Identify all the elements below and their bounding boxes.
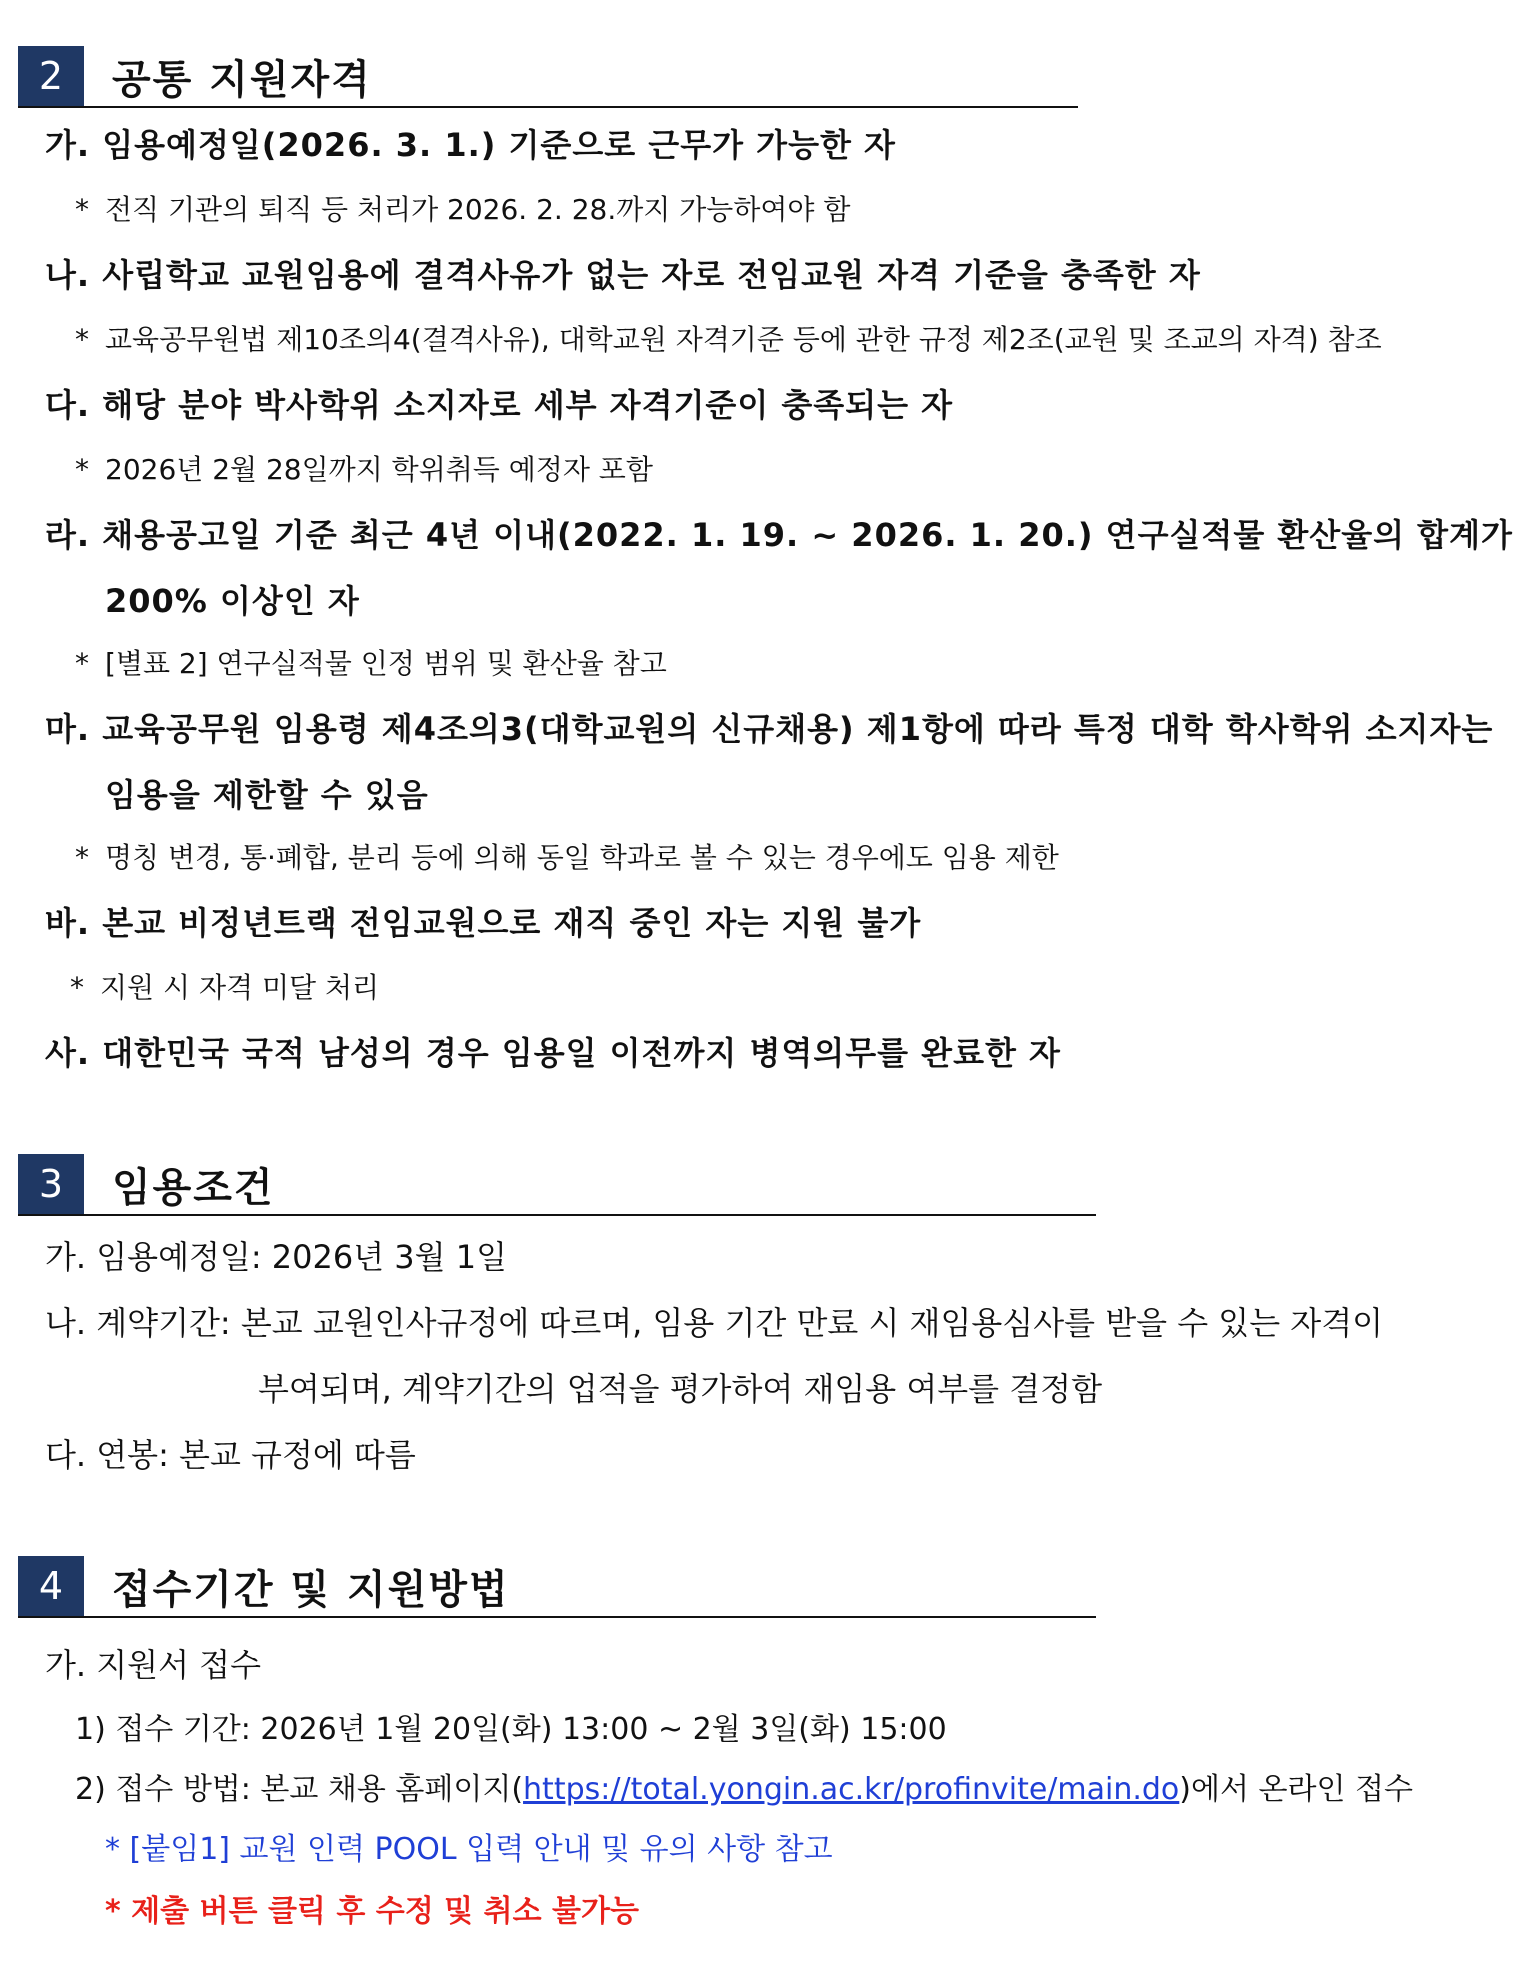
- section-2-rule: [18, 106, 1078, 108]
- section-4-number: 4: [18, 1556, 90, 1616]
- section-4-title: 접수기간 및 지원방법: [112, 1566, 510, 1613]
- condition-b: 나. 계약기간: 본교 교원인사규정에 따르며, 임용 기간 만료 시 재임용심사를 받을 수 있는 자격이: [45, 1304, 1384, 1342]
- section-3-rule: [18, 1214, 1096, 1216]
- qualification-f-note: * 지원 시 자격 미달 처리: [70, 971, 380, 1004]
- qualification-a-note: * 전직 기관의 퇴직 등 처리가 2026. 2. 28.까지 가능하여야 함: [75, 193, 851, 226]
- section-2-number: 2: [18, 46, 90, 106]
- qualification-f: 바. 본교 비정년트랙 전임교원으로 재직 중인 자는 지원 불가: [45, 904, 922, 942]
- qualification-c-note: * 2026년 2월 28일까지 학위취득 예정자 포함: [75, 453, 653, 486]
- application-period: 1) 접수 기간: 2026년 1월 20일(화) 13:00 ~ 2월 3일(화) 15:00: [75, 1712, 947, 1747]
- qualification-c: 다. 해당 분야 박사학위 소지자로 세부 자격기준이 충족되는 자: [45, 386, 954, 424]
- qualification-g: 사. 대한민국 국적 남성의 경우 임용일 이전까지 병역의무를 완료한 자: [45, 1034, 1061, 1072]
- condition-b-continued: 부여되며, 계약기간의 업적을 평가하여 재임용 여부를 결정함: [258, 1370, 1103, 1408]
- qualification-d: 라. 채용공고일 기준 최근 4년 이내(2022. 1. 19. ~ 2026. 1. 20.) 연구실적물 환산율의 합계가: [45, 516, 1513, 554]
- section-2-header: [18, 46, 372, 106]
- section-4-rule: [18, 1616, 1096, 1618]
- section-4-header: [18, 1556, 510, 1616]
- qualification-e-note: * 명칭 변경, 통·폐합, 분리 등에 의해 동일 학과로 볼 수 있는 경우에도 임용 제한: [75, 841, 1059, 874]
- section-3-title: 임용조건: [112, 1164, 275, 1211]
- qualification-a: 가. 임용예정일(2026. 3. 1.) 기준으로 근무가 가능한 자: [45, 126, 896, 164]
- application-a: 가. 지원서 접수: [45, 1646, 261, 1684]
- qualification-d-continued: 200% 이상인 자: [105, 582, 360, 620]
- qualification-b-note: * 교육공무원법 제10조의4(결격사유), 대학교원 자격기준 등에 관한 규정 제2조(교원 및 조교의 자격) 참조: [75, 323, 1382, 356]
- section-2-title: 공통 지원자격: [112, 56, 372, 103]
- section-3-header: [18, 1154, 275, 1214]
- qualification-d-note: * [별표 2] 연구실적물 인정 범위 및 환산율 참고: [75, 647, 667, 680]
- section-3-number: 3: [18, 1154, 90, 1214]
- application-note-warning: * 제출 버튼 클릭 후 수정 및 취소 불가능: [105, 1894, 639, 1929]
- condition-a: 가. 임용예정일: 2026년 3월 1일: [45, 1238, 508, 1276]
- application-note-attachment: * [붙임1] 교원 인력 POOL 입력 안내 및 유의 사항 참고: [105, 1832, 833, 1867]
- application-method: 2) 접수 방법: 본교 채용 홈페이지(https://total.yongin.ac.kr/profinvite/main.do)에서 온라인 접수: [75, 1772, 1413, 1807]
- qualification-e: 마. 교육공무원 임용령 제4조의3(대학교원의 신규채용) 제1항에 따라 특정 대학 학사학위 소지자는: [45, 710, 1494, 748]
- qualification-e-continued: 임용을 제한할 수 있음: [105, 776, 429, 814]
- condition-c: 다. 연봉: 본교 규정에 따름: [45, 1436, 416, 1474]
- recruitment-homepage-link[interactable]: https://total.yongin.ac.kr/profinvite/main.do: [523, 1772, 1180, 1807]
- qualification-b: 나. 사립학교 교원임용에 결격사유가 없는 자로 전임교원 자격 기준을 충족한 자: [45, 256, 1201, 294]
